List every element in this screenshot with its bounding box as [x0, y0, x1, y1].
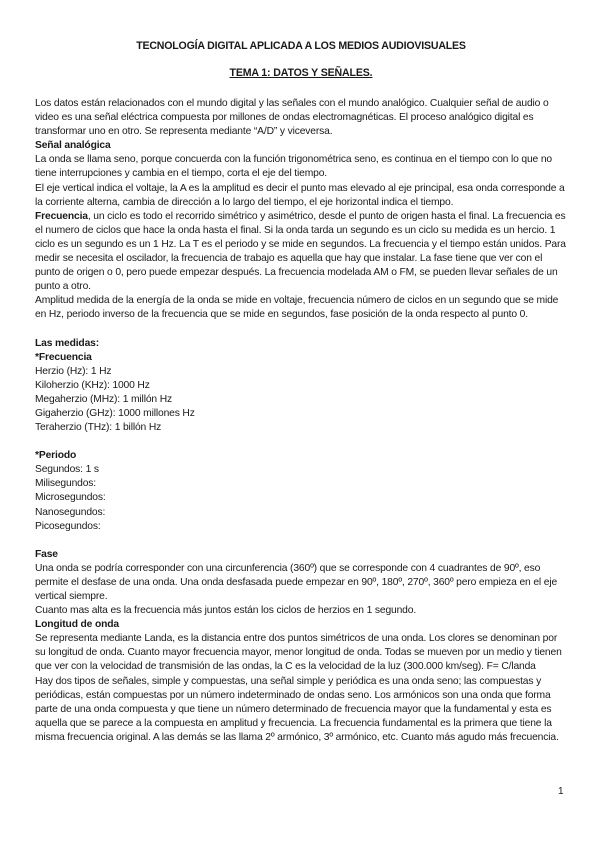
frequency-heading: *Frecuencia — [35, 351, 92, 363]
analog-paragraph-2: El eje vertical indica el voltaje, la A es la amplitud es decir el punto mas elevado al eje principal, esa onda corresponde a la corriente alterna, cambia de dirección a lo largo del tiempo, el eje horizontal indica el tiempo. — [35, 182, 565, 208]
document-title: TECNOLOGÍA DIGITAL APLICADA A LOS MEDIOS AUDIOVISUALES — [136, 40, 466, 52]
section-heading-phase: Fase — [35, 548, 58, 560]
frequency-text: , un ciclo es todo el recorrido simétrico y asimétrico, desde el punto de origen hasta el final. La frecuencia es el numero de ciclos que hace la onda hasta el final. Si la onda tarda un segundo es un ciclo su medida es un hercio. 1 ciclo es un segundo es un 1 Hz. La T es el periodo y se mide en segundos. La frecuencia y el tiempo están unidos. Para medir se necesita el oscilador, la frecuencia de trabajo es aquella que hay que instalar. La fase tiene que ver con el punto de origen o 0, pero puede empezar después. La frecuencia modelada AM o FM, se pueden llevar señales de un punto a otro. — [35, 210, 566, 293]
list-item: Segundos: 1 s — [35, 464, 99, 476]
page-content — [35, 39, 567, 745]
phase-paragraph-2: Cuanto mas alta es la frecuencia más juntos están los ciclos de herzios en 1 segundo. — [35, 605, 417, 617]
analog-paragraph-1: La onda se llama seno, porque concuerda con la función trigonométrica seno, es continua en el tiempo con lo que no tiene interrupciones y cambia en el tiempo, corta el eje del tiempo. — [35, 154, 552, 180]
list-item: Milisegundos: — [35, 478, 97, 490]
section-heading-analog: Señal analógica — [35, 140, 111, 152]
section-heading-wavelength: Longitud de onda — [35, 619, 119, 631]
section-heading-measures: Las medidas: — [35, 337, 100, 349]
wavelength-paragraph-2: Hay dos tipos de señales, simple y compuestas, una señal simple y periódica es una onda seno; las compuestas y periódicas, están compuestas por un número indeterminado de ondas seno. Los armónicos son una onda que forma parte de una onda compuesta y que tiene un número determinado de frecuencia mayor que la fundamental y esta es aquella que se parece a la compuesta en amplitud y frecuencia. La frecuencia fundamental es la primera que tiene la misma frecuencia original. A las demás se las llama 2º armónico, 3º armónico, etc. Cuanto más agudo más frecuencia. — [35, 675, 559, 743]
frequency-list — [35, 365, 567, 435]
wavelength-paragraph-1: Se representa mediante Landa, es la distancia entre dos puntos simétricos de una onda. Los clores se denominan por su longitud de onda. Cuanto mayor frecuencia mayor, menor longitud de onda. Todas se mueven por un medio y tienen que ver con la velocidad de transmisión de las ondas, la C es la velocidad de la luz (300.000 km/seg). F= C/landa — [35, 633, 562, 673]
list-item: Gigaherzio (GHz): 1000 millones Hz — [35, 407, 195, 419]
period-heading: *Periodo — [35, 450, 77, 462]
document-subtitle: TEMA 1: DATOS Y SEÑALES. — [229, 67, 373, 79]
frequency-term: Frecuencia — [35, 210, 88, 222]
page-number: 1 — [558, 786, 564, 797]
list-item: Nanosegundos: — [35, 506, 106, 518]
list-item: Microsegundos: — [35, 492, 106, 504]
intro-paragraph: Los datos están relacionados con el mundo digital y las señales con el mundo analógico. Cualquier señal de audio o video es una señal eléctrica compuesta por millones de ondas electromagnéticas. El proceso analógico digital es transformar uno en otro. Se representa mediante “A/D” y viceversa. — [35, 98, 549, 138]
list-item: Teraherzio (THz): 1 billón Hz — [35, 422, 162, 434]
list-item: Herzio (Hz): 1 Hz — [35, 365, 112, 377]
analog-paragraph-4: Amplitud medida de la energía de la onda se mide en voltaje, frecuencia número de ciclos en un segundo que se mide en Hz, periodo inverso de la frecuencia que se mide en segundos, fase posición de la onda respecto al punto 0. — [35, 295, 559, 321]
phase-paragraph-1: Una onda se podría corresponder con una circunferencia (360º) que se corresponde con 4 cuadrantes de 90º, eso permite el desfase de una onda. Una onda desfasada puede empezar en 90º, 180º, 270º, 360º pero empieza en el eje vertical siempre. — [35, 562, 558, 602]
analog-paragraph-3 — [35, 210, 567, 295]
list-item: Picosegundos: — [35, 520, 101, 532]
period-list — [35, 463, 567, 533]
list-item: Kiloherzio (KHz): 1000 Hz — [35, 379, 150, 391]
list-item: Megaherzio (MHz): 1 millón Hz — [35, 393, 172, 405]
